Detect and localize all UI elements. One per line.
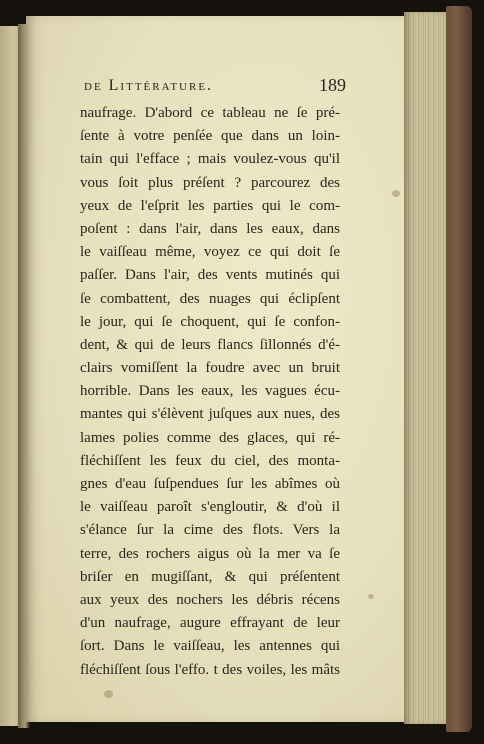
text-line: paſſer. Dans l'air, des vents mutinés qui [80, 267, 340, 284]
text-line: le vaiſſeau paroît s'engloutir, & d'où il [80, 499, 340, 516]
text-line: le vaiſſeau même, voyez ce qui doit ſe [80, 244, 340, 261]
text-line: poſent : dans l'air, dans les eaux, dans [80, 220, 340, 237]
gutter-shadow [18, 24, 30, 728]
text-line: ſe combattent, des nuages qui éclipſent [80, 290, 340, 307]
text-line: gnes d'eau ſuſpendues ſur les abîmes où [80, 476, 340, 492]
text-line: tain qui l'efface ; mais voulez-vous qu'il [80, 151, 340, 168]
text-line: fléchiſſent les feux du ciel, des monta- [80, 452, 340, 469]
text-line: yeux de l'eſprit les parties qui le com- [80, 197, 340, 214]
text-line: ſort. Dans le vaiſſeau, les antennes qui [80, 638, 340, 655]
text-line: d'un naufrage, augure effrayant de leur [80, 615, 340, 632]
text-line: clairs vomiſſent la foudre avec un bruit [80, 360, 340, 377]
text-line: fléchiſſent ſous l'effo. t des voiles, les mâts [80, 661, 340, 678]
text-line: naufrage. D'abord ce tableau ne ſe pré- [80, 105, 340, 121]
text-line: terre, des rochers aigus où la mer va ſe [80, 545, 340, 562]
running-title: de Littérature. [84, 77, 214, 94]
text-line: le jour, qui ſe choquent, qui ſe confon- [80, 313, 340, 330]
page-header [84, 77, 346, 101]
text-line: mantes qui s'élèvent juſques aux nues, des [80, 406, 340, 423]
text-line: dent, & qui de leurs flancs ſillonnés d'é- [80, 336, 340, 353]
text-line: horrible. Dans les eaux, les vagues écu- [80, 383, 340, 400]
foxing-spot [368, 594, 374, 599]
page-block-edges [404, 12, 450, 724]
body-text [80, 102, 340, 682]
page-number: 189 [319, 75, 346, 95]
foxing-spot [392, 190, 400, 197]
book-cover [446, 6, 472, 732]
text-line: s'élance ſur la cime des flots. Vers la [80, 522, 340, 539]
text-line: lames polies comme des glaces, qui ré- [80, 429, 340, 446]
foxing-spot [104, 690, 113, 698]
text-line: ſente à votre penſée que dans un loin- [80, 128, 340, 145]
text-line: aux yeux des nochers les débris récens [80, 591, 340, 608]
text-line: vous ſoit plus préſent ? parcourez des [80, 174, 340, 191]
text-line: briſer en mugiſſant, & qui préſentent [80, 568, 340, 585]
